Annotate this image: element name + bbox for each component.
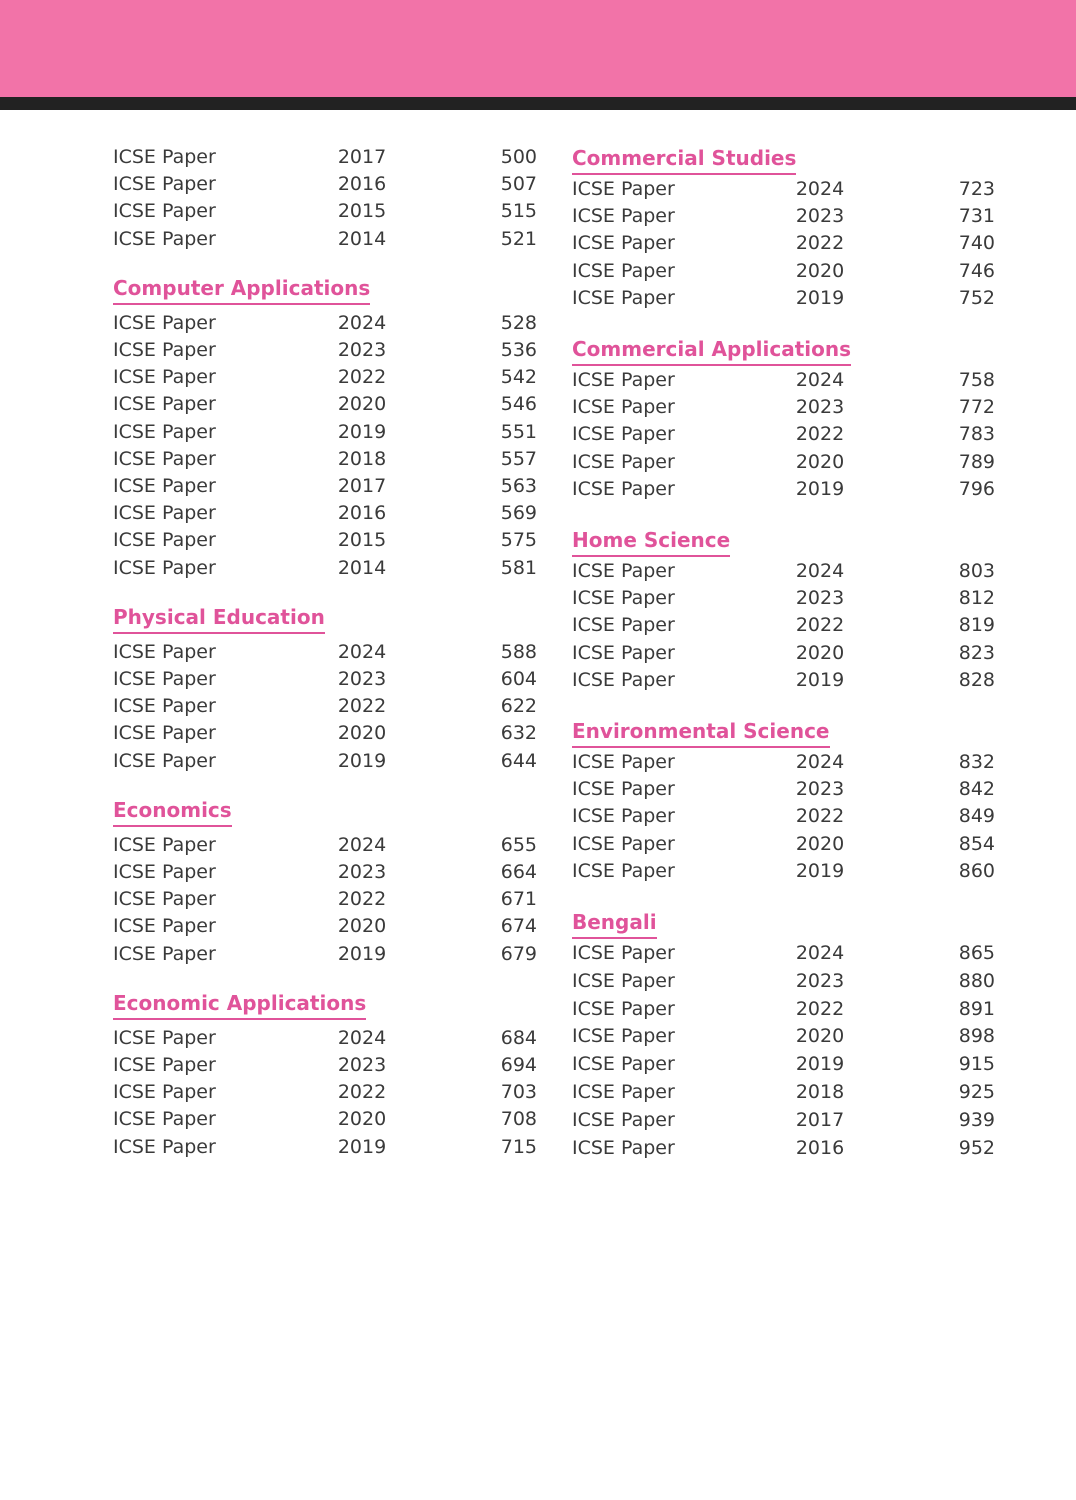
contents-entry xyxy=(572,776,995,803)
entry-label: ICSE Paper xyxy=(113,173,216,196)
entry-page-number: 731 xyxy=(958,205,995,228)
contents-entry xyxy=(113,1106,537,1133)
entry-label: ICSE Paper xyxy=(572,641,675,664)
contents-entry xyxy=(572,1023,995,1050)
entry-page-number: 507 xyxy=(500,173,537,196)
contents-entry xyxy=(572,858,995,885)
contents-entry xyxy=(572,1051,995,1078)
contents-entry xyxy=(113,639,537,666)
entry-year: 2023 xyxy=(795,396,845,419)
entry-year: 2020 xyxy=(795,259,845,282)
entry-page-number: 500 xyxy=(500,146,537,168)
contents-entry xyxy=(113,913,537,940)
entry-label: ICSE Paper xyxy=(572,286,675,309)
entry-page-number: 703 xyxy=(500,1081,537,1104)
entry-year: 2017 xyxy=(337,475,387,497)
entry-year: 2015 xyxy=(337,200,387,223)
entry-page-number: 752 xyxy=(958,286,995,309)
contents-entry xyxy=(572,394,995,421)
entry-label: ICSE Paper xyxy=(572,751,675,773)
entry-page-number: 758 xyxy=(958,369,995,391)
contents-entry xyxy=(572,203,995,230)
entry-year: 2019 xyxy=(795,286,845,309)
entry-page-number: 581 xyxy=(500,556,537,579)
entry-year: 2020 xyxy=(337,1108,387,1131)
entry-year: 2023 xyxy=(795,587,845,610)
entry-year: 2023 xyxy=(337,1054,387,1076)
entry-year: 2020 xyxy=(795,1025,845,1048)
entry-page-number: 842 xyxy=(958,778,995,801)
entry-label: ICSE Paper xyxy=(572,997,675,1020)
entry-year: 2024 xyxy=(337,311,387,334)
entry-page-number: 723 xyxy=(958,178,995,200)
entry-page-number: 632 xyxy=(500,722,537,745)
contents-entry xyxy=(572,1135,995,1162)
entry-label: ICSE Paper xyxy=(572,832,675,855)
entry-label: ICSE Paper xyxy=(572,587,675,610)
entry-label: ICSE Paper xyxy=(113,393,216,416)
entry-label: ICSE Paper xyxy=(113,556,216,579)
entry-label: ICSE Paper xyxy=(113,640,216,663)
entry-label: ICSE Paper xyxy=(572,450,675,473)
section-heading: Economics xyxy=(113,797,232,827)
contents-entry xyxy=(113,859,537,886)
entry-year: 2020 xyxy=(337,393,387,416)
entry-page-number: 542 xyxy=(500,366,537,389)
entry-label: ICSE Paper xyxy=(113,1108,216,1131)
entry-year: 2019 xyxy=(337,420,387,443)
entry-year: 2018 xyxy=(337,447,387,470)
entry-page-number: 708 xyxy=(500,1108,537,1131)
entry-label: ICSE Paper xyxy=(113,227,216,250)
contents-entry xyxy=(113,832,537,859)
entry-page-number: 915 xyxy=(958,1053,995,1076)
entry-label: ICSE Paper xyxy=(572,232,675,255)
entry-page-number: 783 xyxy=(958,423,995,446)
entry-page-number: 832 xyxy=(958,751,995,773)
entry-label: ICSE Paper xyxy=(113,833,216,856)
entry-year: 2022 xyxy=(795,423,845,446)
entry-page-number: 772 xyxy=(958,396,995,419)
contents-entry xyxy=(113,527,537,554)
entry-label: ICSE Paper xyxy=(572,942,675,964)
entry-label: ICSE Paper xyxy=(113,888,216,911)
entry-year: 2020 xyxy=(337,722,387,745)
contents-entry xyxy=(113,144,537,171)
entry-year: 2022 xyxy=(795,805,845,828)
entry-year: 2019 xyxy=(337,942,387,965)
entry-page-number: 796 xyxy=(958,477,995,500)
entry-label: ICSE Paper xyxy=(113,475,216,497)
entry-year: 2024 xyxy=(337,1026,387,1049)
entry-label: ICSE Paper xyxy=(113,668,216,690)
section-heading: Economic Applications xyxy=(113,990,366,1020)
entry-page-number: 803 xyxy=(958,560,995,582)
entry-page-number: 684 xyxy=(500,1026,537,1049)
entry-label: ICSE Paper xyxy=(572,805,675,828)
entry-page-number: 952 xyxy=(958,1136,995,1159)
entry-year: 2015 xyxy=(337,529,387,552)
entry-page-number: 671 xyxy=(500,888,537,911)
entry-year: 2024 xyxy=(337,640,387,663)
entry-year: 2019 xyxy=(795,1053,845,1076)
entry-page-number: 740 xyxy=(958,232,995,255)
entry-page-number: 515 xyxy=(500,200,537,223)
contents-entry xyxy=(572,258,995,285)
contents-entry xyxy=(113,500,537,527)
entry-label: ICSE Paper xyxy=(113,146,216,168)
entry-page-number: 854 xyxy=(958,832,995,855)
entry-year: 2016 xyxy=(795,1136,845,1159)
contents-entry xyxy=(113,171,537,198)
section-heading: Physical Education xyxy=(113,604,325,634)
contents-entry xyxy=(572,176,995,203)
contents-entry xyxy=(572,367,995,394)
entry-label: ICSE Paper xyxy=(113,339,216,361)
entry-label: ICSE Paper xyxy=(113,311,216,334)
entry-year: 2024 xyxy=(795,751,845,773)
entry-page-number: 694 xyxy=(500,1054,537,1076)
entry-year: 2019 xyxy=(795,668,845,691)
entry-label: ICSE Paper xyxy=(572,423,675,446)
entry-year: 2022 xyxy=(337,888,387,911)
entry-label: ICSE Paper xyxy=(113,1026,216,1049)
entry-year: 2019 xyxy=(795,859,845,882)
entry-label: ICSE Paper xyxy=(113,447,216,470)
section-heading: Home Science xyxy=(572,527,730,557)
entry-page-number: 557 xyxy=(500,447,537,470)
entry-label: ICSE Paper xyxy=(572,178,675,200)
entry-label: ICSE Paper xyxy=(572,969,675,992)
entry-year: 2014 xyxy=(337,227,387,250)
entry-label: ICSE Paper xyxy=(572,1053,675,1076)
contents-entry xyxy=(113,1052,537,1079)
entry-year: 2023 xyxy=(795,205,845,228)
entry-page-number: 655 xyxy=(500,833,537,856)
contents-entry xyxy=(572,421,995,448)
contents-entry xyxy=(113,226,537,253)
contents-entry xyxy=(572,476,995,503)
entry-year: 2019 xyxy=(337,1135,387,1158)
entry-page-number: 604 xyxy=(500,668,537,690)
contents-entry xyxy=(572,285,995,312)
entry-year: 2020 xyxy=(795,641,845,664)
header-dark-band xyxy=(0,97,1076,110)
contents-entry xyxy=(113,720,537,747)
entry-year: 2023 xyxy=(337,861,387,883)
entry-year: 2016 xyxy=(337,173,387,196)
entry-label: ICSE Paper xyxy=(113,1081,216,1104)
contents-entry xyxy=(572,1107,995,1134)
entry-page-number: 746 xyxy=(958,259,995,282)
entry-page-number: 622 xyxy=(500,695,537,718)
entry-year: 2020 xyxy=(337,915,387,938)
entry-page-number: 891 xyxy=(958,997,995,1020)
entry-label: ICSE Paper xyxy=(572,668,675,691)
contents-entry xyxy=(113,666,537,693)
entry-year: 2023 xyxy=(337,668,387,690)
contents-entry xyxy=(113,364,537,391)
entry-page-number: 546 xyxy=(500,393,537,416)
contents-entry xyxy=(113,1134,537,1161)
contents-entry xyxy=(572,749,995,776)
contents-entry xyxy=(113,391,537,418)
contents-entry xyxy=(113,748,537,775)
entry-page-number: 925 xyxy=(958,1081,995,1103)
contents-entry xyxy=(572,667,995,694)
entry-page-number: 528 xyxy=(500,311,537,334)
contents-entry xyxy=(113,555,537,582)
entry-label: ICSE Paper xyxy=(572,1136,675,1159)
entry-year: 2022 xyxy=(337,366,387,389)
contents-entry xyxy=(572,940,995,967)
entry-label: ICSE Paper xyxy=(113,200,216,223)
entry-page-number: 588 xyxy=(500,640,537,663)
contents-entry xyxy=(572,968,995,995)
entry-year: 2018 xyxy=(795,1081,845,1103)
entry-year: 2022 xyxy=(795,232,845,255)
entry-year: 2024 xyxy=(795,369,845,391)
entry-year: 2022 xyxy=(795,997,845,1020)
entry-page-number: 865 xyxy=(958,942,995,964)
entry-year: 2023 xyxy=(795,969,845,992)
entry-year: 2019 xyxy=(795,477,845,500)
entry-year: 2022 xyxy=(795,614,845,637)
section-heading: Commercial Studies xyxy=(572,145,796,175)
contents-entry xyxy=(113,1025,537,1052)
entry-year: 2017 xyxy=(795,1108,845,1131)
entry-label: ICSE Paper xyxy=(572,1108,675,1131)
entry-page-number: 569 xyxy=(500,502,537,525)
entry-year: 2023 xyxy=(795,778,845,801)
contents-entry xyxy=(572,558,995,585)
entry-page-number: 551 xyxy=(500,420,537,443)
entry-page-number: 898 xyxy=(958,1025,995,1048)
entry-year: 2023 xyxy=(337,339,387,361)
entry-page-number: 674 xyxy=(500,915,537,938)
entry-label: ICSE Paper xyxy=(572,1025,675,1048)
contents-entry xyxy=(113,310,537,337)
entry-label: ICSE Paper xyxy=(113,749,216,772)
entry-label: ICSE Paper xyxy=(113,695,216,718)
contents-entry xyxy=(113,419,537,446)
contents-entry xyxy=(113,941,537,968)
contents-entry xyxy=(572,803,995,830)
section-heading: Environmental Science xyxy=(572,718,830,748)
entry-page-number: 644 xyxy=(500,749,537,772)
contents-entry xyxy=(572,449,995,476)
entry-year: 2024 xyxy=(795,942,845,964)
contents-entry xyxy=(113,446,537,473)
entry-year: 2020 xyxy=(795,450,845,473)
section-heading: Computer Applications xyxy=(113,275,370,305)
contents-entry xyxy=(572,831,995,858)
contents-entry xyxy=(113,198,537,225)
section-heading: Commercial Applications xyxy=(572,336,851,366)
entry-label: ICSE Paper xyxy=(572,778,675,801)
entry-label: ICSE Paper xyxy=(113,722,216,745)
entry-year: 2022 xyxy=(337,695,387,718)
entry-label: ICSE Paper xyxy=(113,366,216,389)
entry-label: ICSE Paper xyxy=(113,942,216,965)
entry-page-number: 789 xyxy=(958,450,995,473)
contents-entry xyxy=(572,1079,995,1106)
entry-page-number: 521 xyxy=(500,227,537,250)
entry-year: 2014 xyxy=(337,556,387,579)
entry-year: 2022 xyxy=(337,1081,387,1104)
entry-label: ICSE Paper xyxy=(572,859,675,882)
entry-page-number: 860 xyxy=(958,859,995,882)
entry-page-number: 880 xyxy=(958,969,995,992)
entry-label: ICSE Paper xyxy=(572,560,675,582)
entry-page-number: 664 xyxy=(500,861,537,883)
contents-entry xyxy=(113,473,537,500)
entry-label: ICSE Paper xyxy=(572,369,675,391)
entry-page-number: 812 xyxy=(958,587,995,610)
entry-label: ICSE Paper xyxy=(113,420,216,443)
entry-page-number: 575 xyxy=(500,529,537,552)
entry-label: ICSE Paper xyxy=(572,205,675,228)
contents-entry xyxy=(572,230,995,257)
contents-entry xyxy=(113,1079,537,1106)
entry-label: ICSE Paper xyxy=(572,396,675,419)
entry-label: ICSE Paper xyxy=(113,529,216,552)
entry-year: 2019 xyxy=(337,749,387,772)
entry-page-number: 823 xyxy=(958,641,995,664)
entry-year: 2024 xyxy=(795,178,845,200)
entry-label: ICSE Paper xyxy=(572,614,675,637)
entry-page-number: 715 xyxy=(500,1135,537,1158)
entry-label: ICSE Paper xyxy=(113,915,216,938)
entry-label: ICSE Paper xyxy=(113,502,216,525)
entry-year: 2024 xyxy=(337,833,387,856)
entry-label: ICSE Paper xyxy=(572,259,675,282)
section-heading: Bengali xyxy=(572,909,657,939)
entry-year: 2020 xyxy=(795,832,845,855)
contents-entry xyxy=(113,886,537,913)
entry-label: ICSE Paper xyxy=(113,1054,216,1076)
contents-entry xyxy=(113,337,537,364)
contents-entry xyxy=(113,693,537,720)
contents-entry xyxy=(572,612,995,639)
contents-entry xyxy=(572,585,995,612)
entry-label: ICSE Paper xyxy=(113,861,216,883)
entry-label: ICSE Paper xyxy=(113,1135,216,1158)
entry-page-number: 939 xyxy=(958,1108,995,1131)
entry-year: 2017 xyxy=(337,146,387,168)
entry-page-number: 849 xyxy=(958,805,995,828)
contents-entry xyxy=(572,996,995,1023)
entry-label: ICSE Paper xyxy=(572,1081,675,1103)
entry-year: 2024 xyxy=(795,560,845,582)
contents-entry xyxy=(572,640,995,667)
entry-page-number: 679 xyxy=(500,942,537,965)
entry-label: ICSE Paper xyxy=(572,477,675,500)
entry-page-number: 828 xyxy=(958,668,995,691)
entry-year: 2016 xyxy=(337,502,387,525)
entry-page-number: 819 xyxy=(958,614,995,637)
header-pink-band xyxy=(0,0,1076,97)
entry-page-number: 536 xyxy=(500,339,537,361)
entry-page-number: 563 xyxy=(500,475,537,497)
